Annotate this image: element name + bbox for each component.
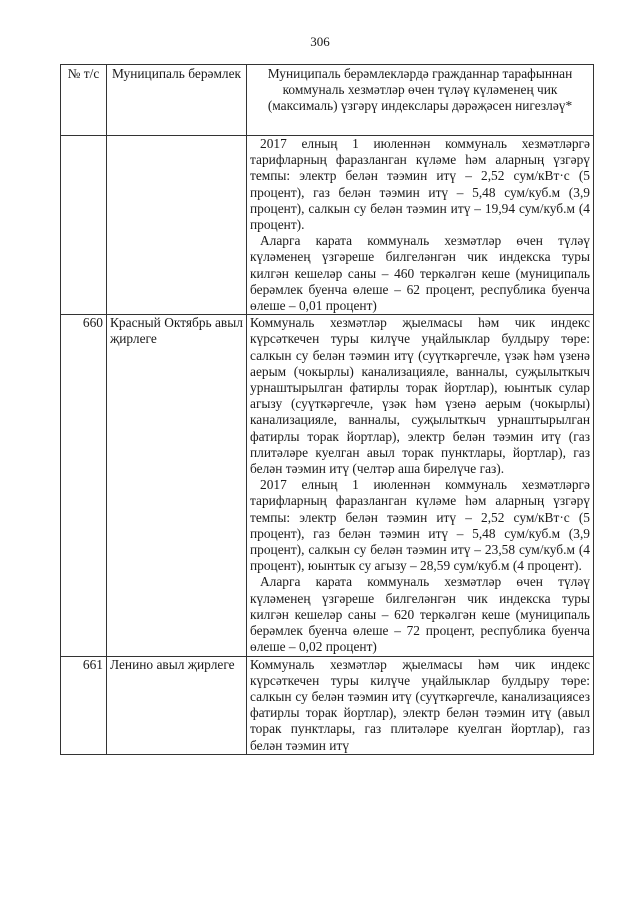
basis-paragraph: Аларга карата коммуналь хезмәтләр өчен түләү күләменең үзгәреше билгеләнгән чик индекска туры килгән кешеләр саны – 620 теркәлгән кеше (муниципаль берәмлек буенча өлеше – 72 процент, республика буенча өлеше – 0,02 процент) bbox=[250, 574, 590, 655]
basis-paragraph: Аларга карата коммуналь хезмәтләр өчен түләү күләменең үзгәреше билгеләнгән чик индекска туры килгән кешеләр саны – 460 теркәлгән кеше (муниципаль берәмлек буенча өлеше – 62 процент, республика буенча өлеше – 0,01 процент) bbox=[250, 233, 590, 314]
table-header-row bbox=[61, 65, 594, 136]
header-number: № т/с bbox=[61, 65, 107, 136]
row-basis bbox=[247, 656, 594, 754]
table-row bbox=[61, 656, 594, 754]
basis-paragraph: 2017 елның 1 июленнән коммуналь хезмәтләргә тарифларның фаразланган күләме һәм аларның үзгәрү темпы: электр белән тәэмин итү – 2,52 сум/кВт·с (5 процент), газ белән тәэмин итү – 5,48 сум/куб.м (3,9 процент), салкын су белән тәэмин итү – 19,94 сум/куб.м (4 процент). bbox=[250, 136, 590, 233]
row-number: 660 bbox=[61, 315, 107, 656]
row-municipality bbox=[107, 136, 247, 315]
table-row bbox=[61, 315, 594, 656]
page-number: 306 bbox=[310, 34, 330, 49]
row-basis bbox=[247, 315, 594, 656]
header-municipality: Муниципаль берәмлек bbox=[107, 65, 247, 136]
basis-paragraph: Коммуналь хезмәтләр җыелмасы һәм чик индекс күрсәткечен туры килүче уңайлыклар булдыру төре: салкын су белән тәэмин итү (суүткәргечле, канализациясез фатирлы торак йортлар), электр белән тәэмин итү (авыл торак пунктлары, газ плитәләре куелган йортлар), газ белән тәэмин итү bbox=[250, 656, 590, 753]
basis-paragraph: 2017 елның 1 июленнән коммуналь хезмәтләргә тарифларның фаразланган күләме һәм аларның үзгәрү темпы: электр белән тәэмин итү – 2,52 сум/кВт·с (5 процент), газ белән тәэмин итү – 5,48 сум/куб.м (3,9 процент), салкын су белән тәэмин итү – 23,58 сум/куб.м (4 процент), юынтык су агызу – 28,59 сум/куб.м (4 процент). bbox=[250, 477, 590, 574]
row-number bbox=[61, 136, 107, 315]
row-number: 661 bbox=[61, 656, 107, 754]
row-basis bbox=[247, 136, 594, 315]
row-municipality: Ленино авыл җирлеге bbox=[107, 656, 247, 754]
header-basis: Муниципаль берәмлекләрдә гражданнар тарафыннан коммуналь хезмәтләр өчен түләү күләменең чик (максималь) үзгәрү индекслары дәрәҗәсен нигезләү* bbox=[247, 65, 594, 136]
table-row bbox=[61, 136, 594, 315]
basis-paragraph: Коммуналь хезмәтләр җыелмасы һәм чик индекс күрсәткечен туры килүче уңайлыклар булдыру төре: салкын су белән тәэмин итү (суүткәргечле, үзәк һәм үзенә аерым (чокырлы) канализацияле, ванналы, суҗылыткыч урнаштырылган фатирлы торак йортлар), юынтык сулар агызу (суүткәргечле, үзәк һәм үзенә аерым (чокырлы) канализацияле, ванналы, суҗылыткыч урнаштырылган фатирлы торак йортлар), электр белән тәэмин итү (газ плитәләре куелган авыл торак пунктлары, йортлар), газ белән тәэмин итү (челтәр аша бирелүче газ). bbox=[250, 315, 590, 477]
index-table bbox=[60, 64, 594, 755]
row-municipality: Красный Октябрь авыл җирлеге bbox=[107, 315, 247, 656]
